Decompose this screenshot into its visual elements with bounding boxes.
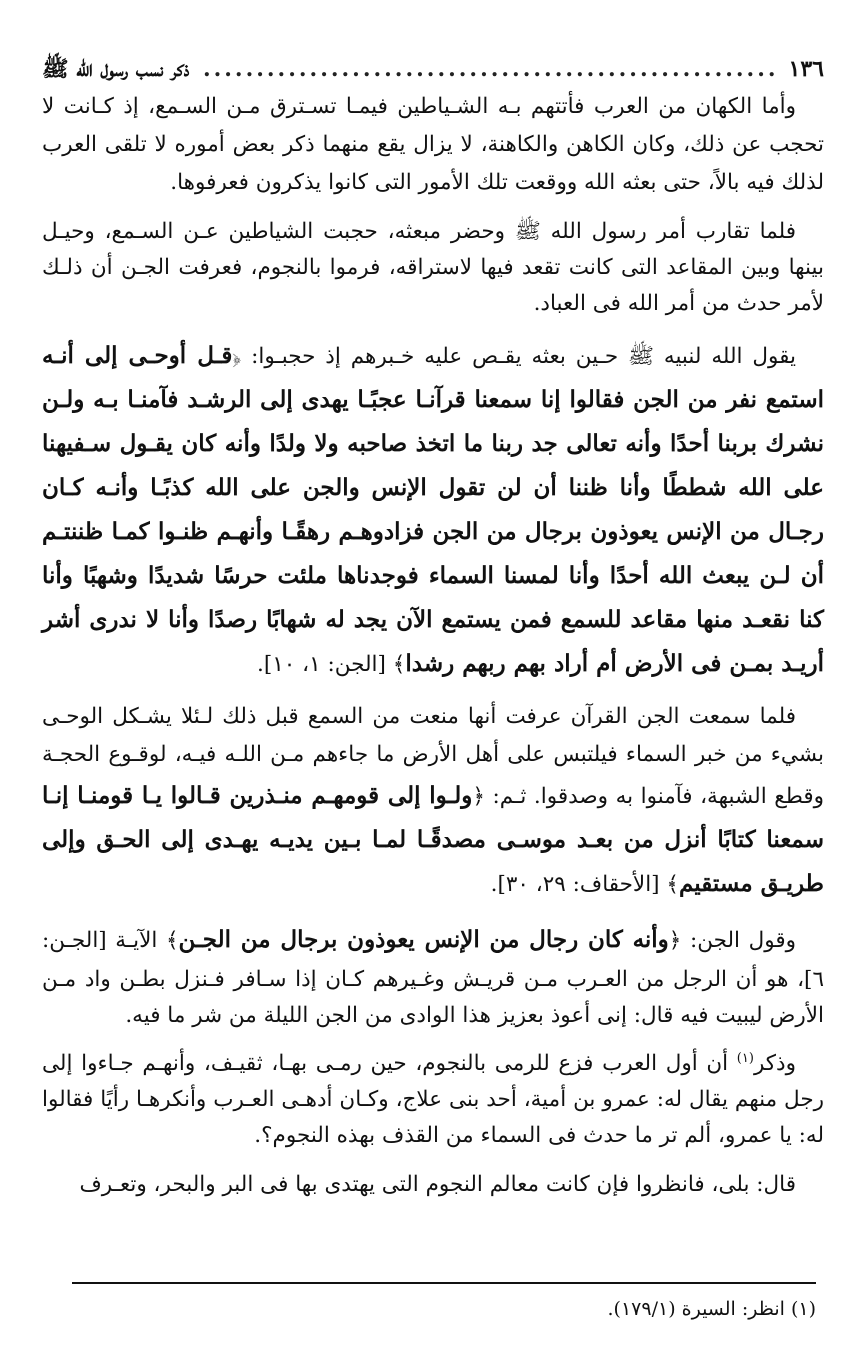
paragraph-intro: وقول الجن:: [681, 928, 796, 953]
paragraph-seeking-refuge: [42, 918, 824, 1034]
page-number: ١٣٦: [788, 56, 824, 82]
paragraph-continuation: الآيـة [الجـن: ٦]، هو أن الرجل من العـرب مـن قريـش وغـيرهم كـان إذا سـافر فـنزل بطـن واد مـن الأرض ليبيت فيه قال: إنى أعوذ بعزيز هذا الوادى من الجن الليلة من شر ما فيه.: [42, 928, 824, 1028]
paragraph-amr-reply: قال: بلى، فانظروا فإن كانت معالم النجوم التى يهتدى بها فى البر والبحر، وتعـرف: [79, 1172, 796, 1197]
quran-verse: وأنه كان رجال من الإنس يعوذون برجال من الجـن: [178, 926, 669, 953]
paragraph-intro: فلما سمعت الجن القرآن عرفت أنها منعت من السمع قبل ذلك لـئلا يشـكل الوحـى بشيء من خبر السماء فيلتبس على أهل الأرض ما جاءهم مـن اللـه فيـه، لوقـوع الحجـة وقطع الشبهة، فآمنوا به وصدقوا. ثـم:: [42, 704, 824, 809]
verse-reference: [الأحقاف: ٢٩، ٣٠].: [490, 872, 667, 897]
quran-close-bracket: ﴾: [165, 928, 179, 953]
footnote-divider: [72, 1282, 816, 1284]
running-header: [42, 52, 824, 86]
quran-verse: ولـوا إلى قومهـم منـذرين قـالوا يـا قومنـا إنـا سمعنا كتابًا أنزل من بعـد موسـى مصدقًـا لمـا بـين يديـه يهـدى إلى الحـق وإلى طريـق مستقيم: [42, 782, 824, 897]
quran-verse: قـل أوحـى إلى أنـه استمع نفر من الجن فقالوا إنا سمعنا قرآنـا عجبًـا يهدى إلى الرشـد فآمنـا بـه ولـن نشرك بربنا أحدًا وأنه تعالى جد ربنا ما اتخذ صاحبه ولا ولدًا وأنه كان يقـول سـفيهنا على الله شططًا وأنا ظننا أن لن تقول الإنس والجن على الله كذبًـا وأنـه كـان رجـال من الإنس يعوذون برجال من الجن فزادوهـم رهقًـا وأنهـم ظنـوا كمـا ظننتـم أن لـن يبعث الله أحدًا وأنا لمسنا السماء فوجدناها ملئت حرسًا شديدًا وشهبًا وأنا كنا نقعـد منها مقاعد للسمع فمن يستمع الآن يجد له شهابًا رصدًا وأنا لا ندرى أشر أريـد بمـن فى الأرض أم أراد بهم ربهم رشدا: [42, 342, 824, 677]
footnote: (١) انظر: السيرة (١٧٩/١).: [607, 1298, 816, 1320]
quran-open-bracket: ﴿: [668, 928, 682, 953]
paragraph-ahqaf: [42, 698, 824, 906]
paragraph-surah-jinn: [42, 334, 824, 686]
paragraph-rest: أن أول العرب فزع للرمى بالنجوم، حين رمـى بهـا، ثقيـف، وأنهـم جـاءوا إلى رجل منهم يقال له: عمرو بن أمية، أحد بنى علاج، وكـان أدهـى العـرب وأنكرهـا رأيًا فقالوا له: يا عمرو، ألم تر ما حدث فى السماء من القذف بهذه النجوم؟.: [42, 1051, 824, 1148]
quran-open-bracket: ﴿: [232, 344, 242, 369]
quran-close-bracket: ﴾: [392, 652, 406, 677]
paragraph-soothsayers: وأما الكهان من العرب فأتتهم بـه الشـياطين فيمـا تسـترق مـن السـمع، إذ كـانت لا تحجب عن ذلك، وكان الكاهن والكاهنة، لا يزال يقع منهما ذكر بعض أموره لا تلقى العرب لذلك فيه بالاً، حتى بعثه الله ووقعت تلك الأمور التى كانوا يذكرون فعرفوها.: [42, 94, 824, 195]
verse-reference: [الجن: ١، ١٠].: [256, 652, 393, 677]
chapter-title: ذكر نسب رسول الله ﷺ: [42, 56, 190, 82]
quran-open-bracket: ﴿: [472, 784, 485, 809]
paragraph-prophethood: فلما تقارب أمر رسول الله ﷺ وحضر مبعثه، حجبت الشياطين عـن السـمع، وحيـل بينها وبين المقاعد التى كانت تقعد فيها لاستراقه، فرموا بالنجوم، فعرفت الجـن أن ذلـك لأمر حدث من أمر الله فى العباد.: [42, 219, 824, 316]
quran-close-bracket: ﴾: [666, 872, 679, 897]
paragraph-thaqif: [42, 1046, 824, 1154]
paragraph-intro: يقول الله لنبيه ﷺ حـين بعثه يقـص عليه خـبرهم إذ حجبـوا:: [241, 344, 796, 369]
footnote-marker: (١): [736, 1050, 754, 1066]
header-leader-dots: ......................................................: [202, 56, 779, 82]
paragraph-start: وذكر: [753, 1051, 796, 1076]
